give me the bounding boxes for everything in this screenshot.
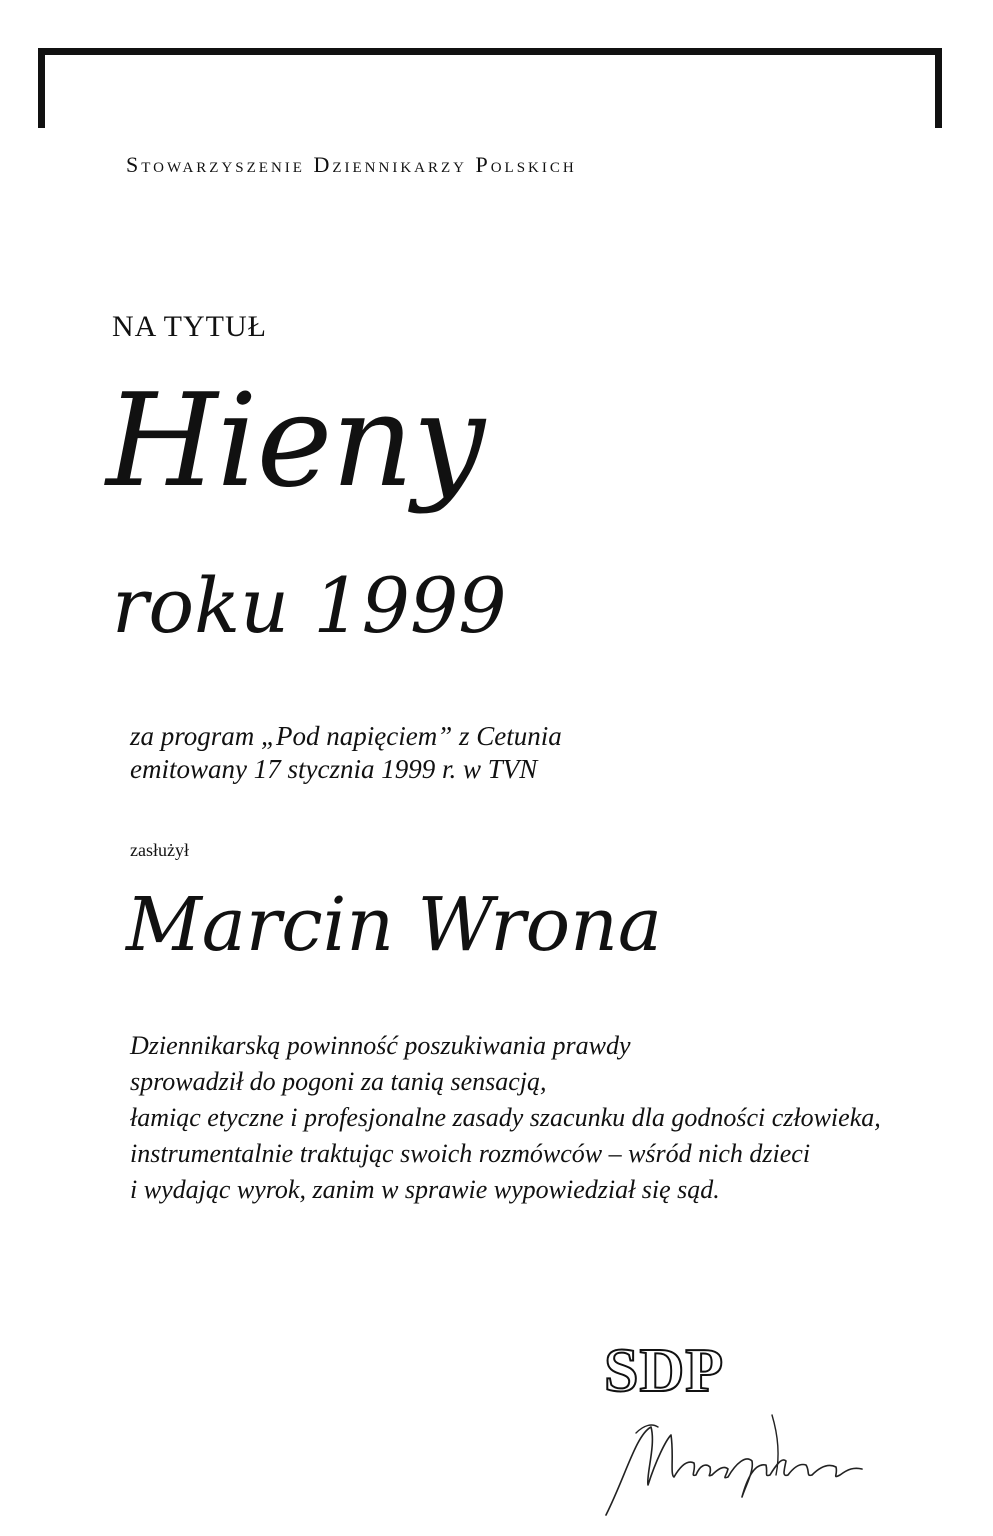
- justification-line-5: i wydając wyrok, zanim w sprawie wypowiedział się sąd.: [130, 1175, 720, 1204]
- top-frame-border: [38, 48, 942, 130]
- award-year: roku 1999: [112, 561, 507, 650]
- program-line-2: emitowany 17 stycznia 1999 r. w TVN: [130, 754, 538, 784]
- justification-line-2: sprowadził do pogoni za tanią sensacją,: [130, 1067, 547, 1096]
- handwritten-signature: [596, 1405, 876, 1525]
- justification-text: [130, 1028, 881, 1208]
- justification-line-1: Dziennikarską powinność poszukiwania prawdy: [130, 1031, 631, 1060]
- recipient-name: Marcin Wrona: [126, 882, 662, 968]
- justification-line-4: instrumentalnie traktując swoich rozmówców – wśród nich dzieci: [130, 1139, 811, 1168]
- program-line-1: za program „Pod napięciem” z Cetunia: [130, 721, 562, 751]
- sdp-logo: SDP: [604, 1337, 725, 1405]
- program-description: [130, 720, 562, 786]
- paper-edge: [30, 128, 993, 140]
- award-title: Hieny: [106, 367, 485, 516]
- recipient-label: zasłużył: [130, 840, 189, 860]
- justification-line-3: łamiąc etyczne i profesjonalne zasady szacunku dla godności człowieka,: [130, 1103, 881, 1132]
- organization-name: Stowarzyszenie Dziennikarzy Polskich: [126, 152, 577, 177]
- title-prefix: NA TYTUŁ: [112, 310, 267, 343]
